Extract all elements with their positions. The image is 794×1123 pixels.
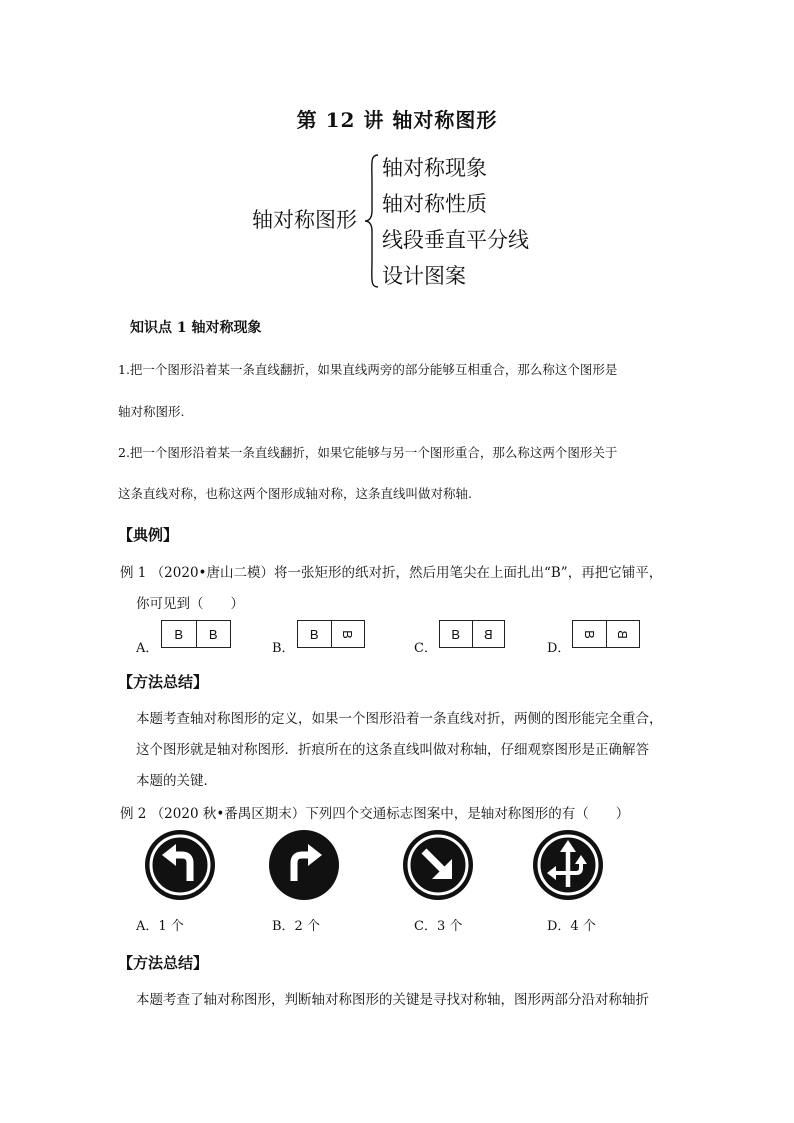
method-summary-heading: 【方法总结】 [118,954,209,972]
letter-b-mirrored: B [483,626,493,642]
letter-b: B [309,626,319,642]
tree-item: 轴对称性质 [382,192,487,216]
letter-b-rotated-mirrored: B [615,629,631,639]
curly-brace-icon [364,153,380,289]
method-summary-line: 本题的关键． [136,773,217,789]
option-label-a[interactable]: A．1 个 [136,919,184,934]
letter-b-rotated: B [340,629,356,639]
definition-line: 这条直线对称，也称这两个图形成轴对称，这条直线叫做对称轴. [118,486,472,501]
knowledge-point-heading: 知识点 1 轴对称现象 [130,320,262,336]
page-title: 第 12 讲 轴对称图形 [296,108,498,132]
option-label-a[interactable]: A． [136,641,159,656]
letter-b-rotated: B [581,629,597,639]
tree-item: 设计图案 [382,264,466,288]
tree-root: 轴对称图形 [252,208,357,232]
option-c-figure[interactable] [439,620,505,648]
turn-right-sign-icon[interactable] [268,829,340,901]
method-summary-heading: 【方法总结】 [118,673,209,691]
letter-b: B [451,626,461,642]
example-2-question: 例 2 （2020 秋•番禺区期末）下列四个交通标志图案中，是轴对称图形的有（ ） [120,806,630,822]
example-heading: 【典例】 [118,526,179,544]
definition-line: 轴对称图形. [118,404,185,419]
option-a-figure[interactable] [161,620,231,648]
option-label-c[interactable]: C． [414,641,437,656]
tree-item: 线段垂直平分线 [382,228,529,252]
straight-left-right-sign-icon[interactable] [532,829,604,901]
example-1-question: 你可见到（ ） [136,596,244,612]
option-label-b[interactable]: B．2 个 [272,919,320,934]
method-summary-line: 这个图形就是轴对称图形．折痕所在的这条直线叫做对称轴，仔细观察图形是正确解答 [136,742,649,758]
turn-left-sign-icon[interactable] [144,829,216,901]
option-label-d[interactable]: D． [547,641,571,656]
definition-line: 2.把一个图形沿着某一条直线翻折，如果它能够与另一个图形重合，那么称这两个图形关于 [118,445,618,460]
method-summary-line: 本题考查轴对称图形的定义，如果一个图形沿着一条直线对折，两侧的图形能完全重合， [136,711,663,727]
down-right-arrow-sign-icon[interactable] [402,829,474,901]
tree-item: 轴对称现象 [382,156,487,180]
option-label-c[interactable]: C．3 个 [414,919,463,934]
letter-b: B [208,626,218,642]
letter-b: B [174,626,184,642]
example-1-question: 例 1 （2020•唐山二模）将一张矩形的纸对折，然后用笔尖在上面扎出“B”，再把它铺平， [120,565,663,581]
method-summary-line: 本题考查了轴对称图形，判断轴对称图形的关键是寻找对称轴，图形两部分沿对称轴折 [136,992,649,1008]
option-b-figure[interactable] [297,620,365,648]
option-label-d[interactable]: D．4 个 [547,919,596,934]
option-label-b[interactable]: B． [272,641,295,656]
definition-line: 1.把一个图形沿着某一条直线翻折，如果直线两旁的部分能够互相重合，那么称这个图形是 [118,362,618,377]
option-d-figure[interactable] [572,620,640,648]
